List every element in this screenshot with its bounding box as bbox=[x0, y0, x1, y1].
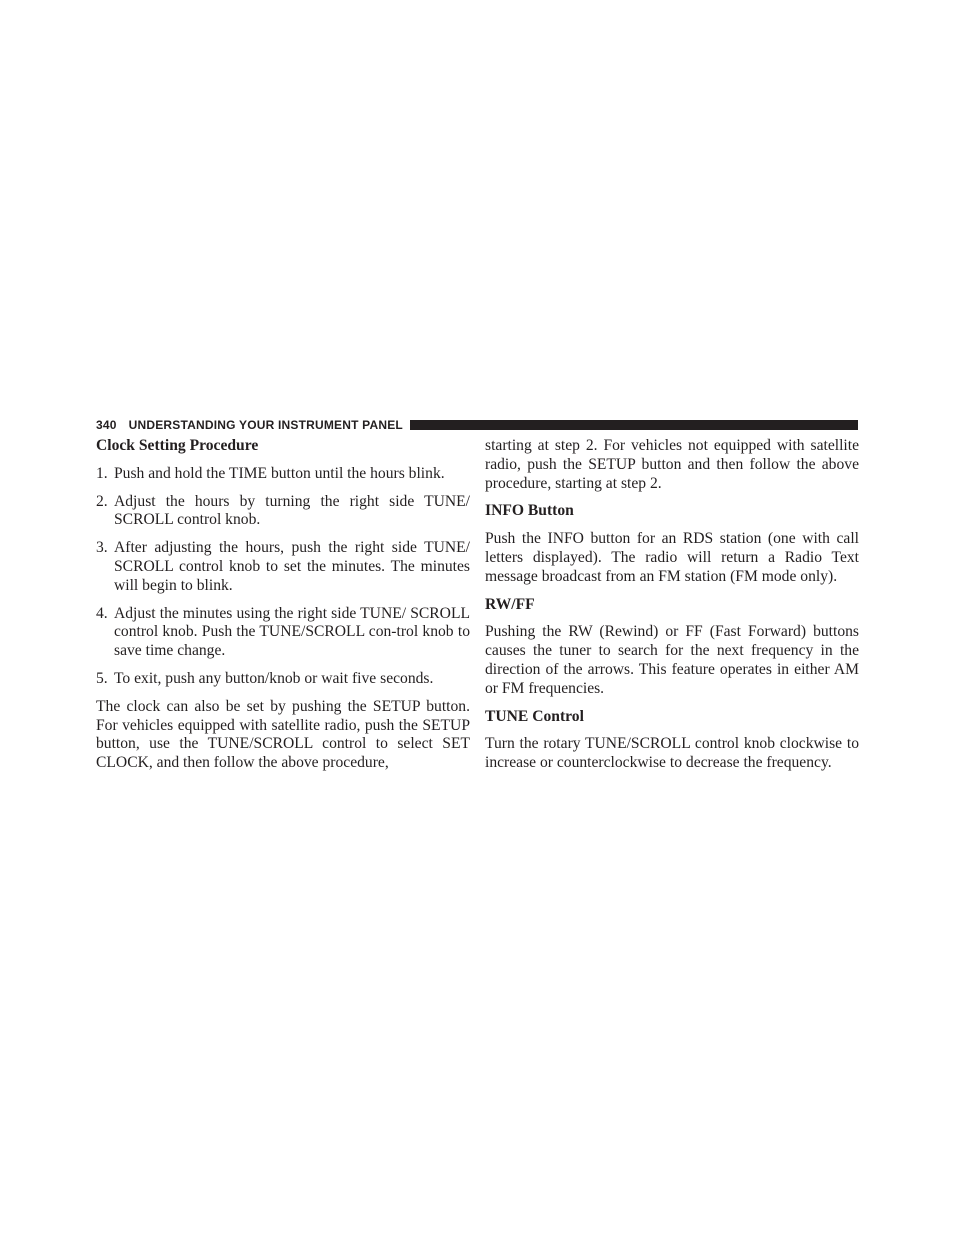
step-number: 3. bbox=[96, 539, 108, 557]
info-button-paragraph: Push the INFO button for an RDS station (one with call letters displayed). The radio will return a Radio Text message broadcast from an FM station (FM mode only). bbox=[485, 530, 859, 585]
right-column bbox=[485, 437, 859, 782]
step-number: 5. bbox=[96, 669, 108, 687]
tune-control-paragraph: Turn the rotary TUNE/SCROLL control knob clockwise to increase or counterclockwise to decrease the frequency. bbox=[485, 735, 859, 772]
tune-control-heading: TUNE Control bbox=[485, 707, 584, 725]
step-text: To exit, push any button/knob or wait five seconds. bbox=[114, 669, 434, 687]
list-item bbox=[96, 539, 470, 595]
list-item bbox=[96, 493, 470, 531]
setup-clock-paragraph: The clock can also be set by pushing the SETUP button. For vehicles equipped with satellite radio, push the SETUP button, use the TUNE/SCROLL control to select SET CLOCK, and then follow the above procedure, bbox=[96, 697, 470, 772]
list-item bbox=[96, 605, 470, 661]
step-number: 4. bbox=[96, 604, 108, 622]
step-number: 2. bbox=[96, 492, 108, 510]
header-rule-bar bbox=[410, 420, 858, 430]
info-button-heading: INFO Button bbox=[485, 502, 574, 520]
step-text: Adjust the minutes using the right side TUNE/ SCROLL control knob. Push the TUNE/SCROLL con-trol knob to save time change. bbox=[114, 604, 470, 660]
list-item bbox=[96, 670, 470, 689]
step-text: Push and hold the TIME button until the hours blink. bbox=[114, 464, 445, 482]
clock-setting-heading: Clock Setting Procedure bbox=[96, 437, 259, 454]
rwff-heading: RW/FF bbox=[485, 595, 535, 613]
page-header bbox=[96, 417, 858, 433]
section-title: UNDERSTANDING YOUR INSTRUMENT PANEL bbox=[128, 418, 403, 432]
page-number: 340 bbox=[96, 418, 117, 432]
list-item bbox=[96, 465, 470, 484]
continuation-paragraph: starting at step 2. For vehicles not equipped with satellite radio, push the SETUP button and then follow the above procedure, starting at step 2. bbox=[485, 437, 859, 492]
rwff-paragraph: Pushing the RW (Rewind) or FF (Fast Forward) buttons causes the tuner to search for the next frequency in the direction of the arrows. This feature operates in either AM or FM frequencies. bbox=[485, 623, 859, 697]
step-text: After adjusting the hours, push the right side TUNE/ SCROLL control knob to set the minutes. The minutes will begin to blink. bbox=[114, 539, 470, 594]
step-number: 1. bbox=[96, 464, 108, 482]
step-text: Adjust the hours by turning the right side TUNE/ SCROLL control knob. bbox=[114, 492, 470, 529]
left-column bbox=[96, 437, 470, 782]
clock-steps-list bbox=[96, 465, 470, 689]
